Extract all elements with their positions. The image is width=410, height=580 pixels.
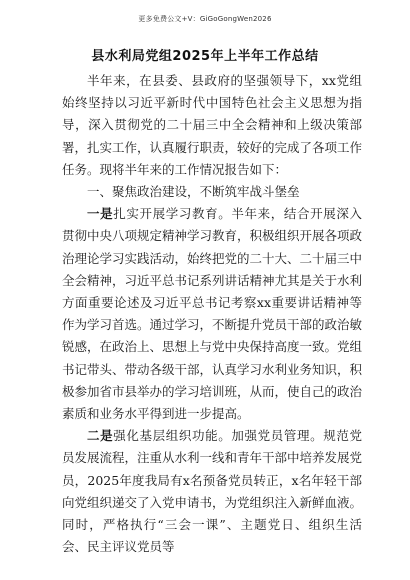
paragraph-one-lead: 一是 [87, 206, 114, 222]
header-note: 更多免费公文+V：GiGoGongWen2026 [138, 15, 272, 23]
paragraph-two-text: 强化基层组织功能。加强党员管理。规范党员发展流程，注重从水利一线和青年干部中培养发展党员，2025年度我局有x名预备党员转正，x名年轻干部向党组织递交了入党申请书，为党组织注入新鲜血液。同时，严格执行“三会一课”、主题党日、组织生活会、民主评议党员等 [62, 428, 363, 555]
document-body [62, 70, 362, 558]
document-title: 县水利局党组2025年上半年工作总结 [91, 49, 319, 64]
intro-paragraph: 半年来，在县委、县政府的坚强领导下，xx党组始终坚持以习近平新时代中国特色社会主义思想为指导，深入贯彻党的二十届三中全会精神和上级决策部署，扎实工作，认真履行职责，较好的完成了各项工作任务。现将半年来的工作情况报告如下： [62, 73, 363, 177]
paragraph-one-text: 扎实开展学习教育。半年来，结合开展深入贯彻中央八项规定精神学习教育，积极组织开展各项政治理论学习实践活动，始终把党的二十大、二十届三中全会精神，习近平总书记系列讲话精神尤其是关于水利方面重要论述及习近平总书记考察xx重要讲话精神等作为学习首选。通过学习，不断提升党员干部的政治敏锐感，在政治上、思想上与党中央保持高度一致。党组书记带头、带动各级干部，认真学习水利业务知识，积极参加省市县举办的学习培训班，从而，使自己的政治素质和业务水平得到进一步提高。 [62, 206, 363, 422]
paragraph-two-lead: 二是 [87, 428, 114, 444]
section-heading: 一、聚焦政治建设，不断筑牢战斗堡垒 [87, 184, 300, 200]
paragraph-one [62, 203, 362, 425]
paragraph-two [62, 425, 362, 558]
